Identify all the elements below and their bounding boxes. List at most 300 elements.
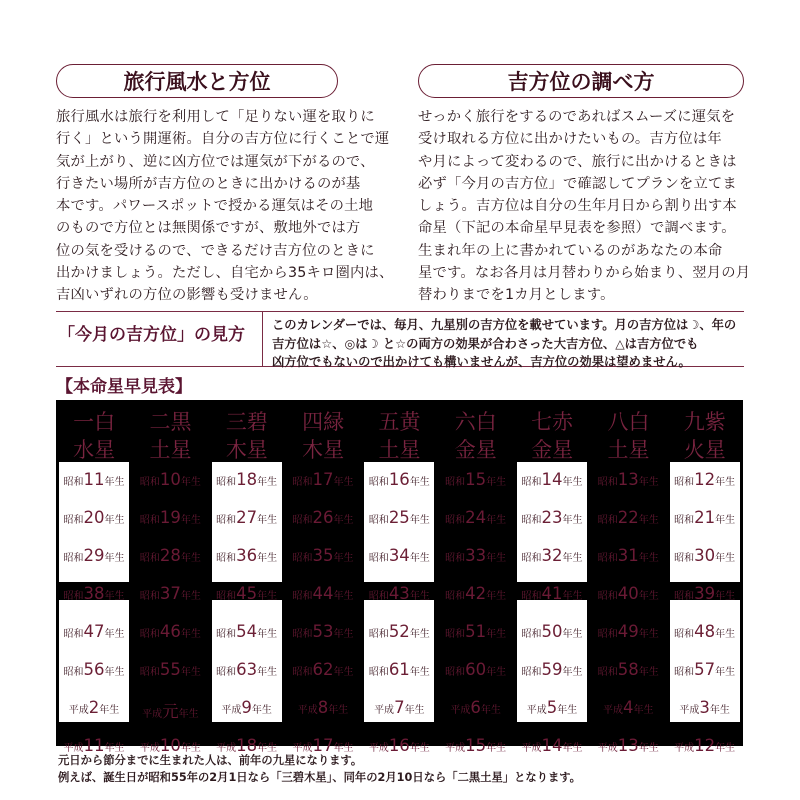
era-label: 昭和 [597, 515, 618, 526]
year-number: 7 [394, 698, 405, 717]
year-suffix: 年生 [333, 553, 354, 564]
era-label: 昭和 [368, 591, 389, 602]
star-header-bottom: 金星 [454, 438, 497, 462]
year-number: 35 [312, 546, 334, 565]
year-number: 23 [541, 508, 563, 527]
section1-line: 旅行風水は旅行を利用して「足りない運を取りに [56, 109, 375, 125]
era-label: 平成 [445, 743, 466, 754]
table-cell [441, 656, 511, 684]
year-suffix: 年生 [180, 629, 201, 640]
howto-line: 凶方位でもないので出かけても構いませんが、吉方位の効果は望めません。 [272, 355, 691, 369]
year-suffix: 年生 [409, 477, 430, 488]
table-cell [670, 466, 740, 494]
table-column [56, 400, 132, 755]
section1-line: 行く」という開運術。自分の吉方位に行くことで運 [56, 131, 390, 148]
star-header-bottom: 木星 [302, 438, 345, 462]
year-suffix: 年生 [180, 591, 201, 602]
era-label: 昭和 [63, 553, 84, 564]
era-label: 昭和 [597, 629, 618, 640]
era-label: 昭和 [521, 629, 542, 640]
year-number: 57 [694, 660, 716, 679]
year-suffix: 年生 [638, 591, 659, 602]
year-number: 56 [83, 660, 105, 679]
star-header-bottom: 土星 [378, 438, 421, 462]
era-label: 昭和 [521, 553, 542, 564]
year-suffix: 年生 [715, 515, 736, 526]
era-label: 昭和 [368, 515, 389, 526]
footnote-line: 元日から節分までに生まれた人は、前年の九星になります。 [58, 754, 363, 767]
era-label: 昭和 [674, 629, 695, 640]
year-suffix: 年生 [404, 705, 425, 716]
era-label: 昭和 [139, 629, 160, 640]
section2-line: 生まれ年の上に書かれているのがあなたの本命 [418, 242, 723, 259]
section1-line: 出かけましょう。ただし、自宅から35キロ圏内は、 [56, 265, 394, 282]
year-suffix: 年生 [638, 553, 659, 564]
era-label: 平成 [139, 743, 160, 754]
table-cell [288, 618, 358, 646]
year-suffix: 年生 [638, 743, 659, 754]
table-cell [364, 504, 434, 532]
era-label: 平成 [526, 705, 547, 716]
year-number: 15 [465, 470, 487, 489]
table-cell [517, 504, 587, 532]
table-cell [593, 542, 663, 570]
era-label: 昭和 [139, 553, 160, 564]
year-number: 47 [83, 622, 105, 641]
era-label: 昭和 [674, 667, 695, 678]
year-suffix: 年生 [104, 667, 125, 678]
year-suffix: 年生 [562, 477, 583, 488]
year-number: 36 [236, 546, 258, 565]
era-label: 平成 [603, 705, 624, 716]
era-label: 平成 [297, 705, 318, 716]
table-cell [517, 580, 587, 608]
table-cell [670, 580, 740, 608]
year-suffix: 年生 [180, 515, 201, 526]
year-suffix: 年生 [562, 743, 583, 754]
era-label: 昭和 [216, 515, 237, 526]
year-suffix: 年生 [178, 709, 199, 720]
era-label: 平成 [221, 705, 242, 716]
year-number: 63 [236, 660, 258, 679]
honmeisei-table [56, 400, 743, 755]
year-suffix: 年生 [409, 629, 430, 640]
year-number: 37 [159, 584, 181, 603]
section1-line: 気が上がり、逆に凶方位では運気が下がるので、 [56, 153, 375, 170]
table-cell [59, 694, 129, 722]
year-suffix: 年生 [104, 477, 125, 488]
year-suffix: 年生 [257, 629, 278, 640]
era-label: 昭和 [216, 553, 237, 564]
table-cell [593, 504, 663, 532]
table-cell [212, 542, 282, 570]
table-cell [135, 618, 205, 646]
year-suffix: 年生 [562, 515, 583, 526]
table-cell [670, 732, 740, 760]
era-label: 昭和 [139, 515, 160, 526]
era-label: 昭和 [63, 477, 84, 488]
year-number: 30 [694, 546, 716, 565]
year-number: 61 [388, 660, 410, 679]
year-number: 8 [317, 698, 329, 717]
table-cell [135, 656, 205, 684]
table-cell [212, 580, 282, 608]
year-suffix: 年生 [104, 591, 125, 602]
year-number: 10 [159, 736, 181, 755]
star-header-bottom: 金星 [531, 438, 574, 462]
year-number: 16 [388, 736, 410, 755]
year-suffix: 年生 [104, 553, 125, 564]
year-number: 元 [162, 702, 179, 721]
era-label: 昭和 [597, 553, 618, 564]
year-suffix: 年生 [638, 667, 659, 678]
table-cell [288, 694, 358, 722]
era-label: 昭和 [216, 477, 237, 488]
star-header-bottom: 土星 [149, 438, 192, 462]
era-label: 昭和 [292, 591, 313, 602]
year-number: 31 [617, 546, 639, 565]
year-number: 10 [159, 470, 181, 489]
year-suffix: 年生 [104, 629, 125, 640]
era-label: 昭和 [292, 515, 313, 526]
section1-line: 本です。パワースポットで授かる運気はその土地 [56, 198, 374, 215]
era-label: 昭和 [292, 667, 313, 678]
year-suffix: 年生 [486, 553, 507, 564]
year-number: 42 [465, 584, 487, 603]
year-suffix: 年生 [709, 705, 730, 716]
era-label: 昭和 [674, 477, 695, 488]
year-suffix: 年生 [257, 553, 278, 564]
year-suffix: 年生 [409, 667, 430, 678]
table-cell [212, 694, 282, 722]
year-suffix: 年生 [480, 705, 501, 716]
year-suffix: 年生 [333, 477, 354, 488]
star-header-bottom: 土星 [607, 438, 650, 462]
section2-title-text: 吉方位の調べ方 [507, 69, 655, 94]
table-cell [441, 580, 511, 608]
year-number: 14 [541, 470, 563, 489]
year-suffix: 年生 [333, 591, 354, 602]
table-column [514, 400, 590, 755]
star-header-bottom: 木星 [225, 438, 268, 462]
era-label: 昭和 [368, 477, 389, 488]
table-cell [59, 466, 129, 494]
era-label: 昭和 [63, 591, 84, 602]
star-header-bottom: 水星 [73, 438, 116, 462]
year-number: 6 [470, 698, 481, 717]
year-number: 24 [465, 508, 487, 527]
year-number: 2 [88, 698, 100, 717]
year-number: 44 [312, 584, 334, 603]
table-cell [517, 618, 587, 646]
year-suffix: 年生 [715, 591, 736, 602]
white-band [517, 600, 587, 700]
table-cell [517, 694, 587, 722]
divider-top [56, 311, 744, 312]
year-number: 13 [617, 470, 639, 489]
era-label: 平成 [63, 743, 84, 754]
year-number: 55 [159, 660, 181, 679]
table-cell [517, 542, 587, 570]
table-cell [288, 542, 358, 570]
era-label: 昭和 [597, 477, 618, 488]
year-suffix: 年生 [180, 667, 201, 678]
era-label: 平成 [292, 743, 313, 754]
section2-line: 受け取れる方位に出かけたいもの。吉方位は年 [418, 131, 722, 148]
table-cell [364, 466, 434, 494]
section1-line: 行きたい場所が吉方位のときに出かけるのが基 [56, 175, 361, 192]
howto-title: 「今月の吉方位」の見方 [58, 325, 245, 345]
table-cell [59, 542, 129, 570]
table-cell [288, 656, 358, 684]
year-suffix: 年生 [409, 515, 430, 526]
year-suffix: 年生 [409, 591, 430, 602]
year-suffix: 年生 [638, 515, 659, 526]
year-number: 11 [83, 736, 105, 755]
table-column [438, 400, 514, 755]
section1-title-text: 旅行風水と方位 [123, 69, 271, 94]
year-number: 22 [617, 508, 639, 527]
table-cell [212, 466, 282, 494]
year-suffix: 年生 [486, 629, 507, 640]
era-label: 昭和 [521, 667, 542, 678]
era-label: 昭和 [674, 553, 695, 564]
era-label: 昭和 [445, 629, 466, 640]
year-suffix: 年生 [557, 705, 578, 716]
year-number: 49 [617, 622, 639, 641]
table-cell [135, 580, 205, 608]
year-number: 33 [465, 546, 487, 565]
era-label: 平成 [450, 705, 471, 716]
era-label: 昭和 [445, 477, 466, 488]
year-number: 28 [159, 546, 181, 565]
table-cell [670, 694, 740, 722]
year-number: 13 [617, 736, 639, 755]
section1-line: 吉凶いずれの方位の影響も受けません。 [56, 287, 318, 304]
table-cell [212, 504, 282, 532]
year-number: 32 [541, 546, 563, 565]
era-label: 昭和 [368, 667, 389, 678]
table-cell [593, 694, 663, 722]
howto-body [272, 316, 736, 372]
table-cell [59, 656, 129, 684]
table-cell [59, 504, 129, 532]
era-label: 昭和 [597, 591, 618, 602]
year-number: 58 [617, 660, 639, 679]
footnote-line: 例えば、誕生日が昭和55年の2月1日なら「三碧木星」、同年の2月10日なら「二黒土星」となります。 [58, 771, 581, 784]
year-suffix: 年生 [333, 515, 354, 526]
year-suffix: 年生 [257, 591, 278, 602]
year-suffix: 年生 [638, 477, 659, 488]
table-cell [212, 656, 282, 684]
table-cell [670, 504, 740, 532]
year-suffix: 年生 [486, 515, 507, 526]
year-suffix: 年生 [257, 743, 278, 754]
year-number: 12 [694, 736, 716, 755]
year-number: 16 [388, 470, 410, 489]
year-suffix: 年生 [486, 591, 507, 602]
year-number: 18 [236, 470, 258, 489]
era-label: 昭和 [521, 477, 542, 488]
year-suffix: 年生 [562, 553, 583, 564]
era-label: 昭和 [292, 477, 313, 488]
table-cell [441, 542, 511, 570]
year-suffix: 年生 [257, 477, 278, 488]
table-cell [59, 580, 129, 608]
year-number: 25 [388, 508, 410, 527]
year-number: 34 [388, 546, 410, 565]
year-number: 43 [388, 584, 410, 603]
section2-line: や月によって変わるので、旅行に出かけるときは [418, 153, 737, 170]
year-suffix: 年生 [257, 515, 278, 526]
table-cell [593, 580, 663, 608]
table-cell [364, 656, 434, 684]
year-number: 40 [617, 584, 639, 603]
table-cell [441, 466, 511, 494]
year-number: 62 [312, 660, 334, 679]
year-suffix: 年生 [715, 743, 736, 754]
year-suffix: 年生 [715, 553, 736, 564]
star-header-top: 六白 [454, 410, 497, 434]
era-label: 昭和 [674, 591, 695, 602]
year-suffix: 年生 [328, 705, 349, 716]
table-cell [441, 504, 511, 532]
table-cell [670, 656, 740, 684]
era-label: 平成 [679, 705, 700, 716]
era-label: 昭和 [521, 515, 542, 526]
star-header-bottom: 火星 [683, 438, 726, 462]
section2-line: 命星（下記の本命星早見表を参照）で調べます。 [418, 220, 736, 237]
era-label: 平成 [674, 743, 695, 754]
era-label: 昭和 [216, 591, 237, 602]
year-number: 51 [465, 622, 487, 641]
year-suffix: 年生 [180, 743, 201, 754]
era-label: 昭和 [521, 591, 542, 602]
year-suffix: 年生 [333, 629, 354, 640]
era-label: 平成 [142, 709, 163, 720]
era-label: 昭和 [63, 667, 84, 678]
section2-line: 替わりまでを1カ月とします。 [418, 287, 615, 304]
year-suffix: 年生 [409, 553, 430, 564]
year-suffix: 年生 [409, 743, 430, 754]
table-column [667, 400, 743, 755]
year-number: 20 [83, 508, 105, 527]
howto-line: このカレンダーでは、毎月、九星別の吉方位を載せています。月の吉方位は☽、年の [272, 318, 737, 332]
section1-body [56, 106, 394, 307]
year-number: 29 [83, 546, 105, 565]
year-suffix: 年生 [333, 743, 354, 754]
era-label: 平成 [368, 743, 389, 754]
star-header-top: 九紫 [683, 410, 726, 434]
year-number: 11 [83, 470, 105, 489]
table-cell [441, 618, 511, 646]
year-suffix: 年生 [562, 667, 583, 678]
section2-line: 必ず「今月の吉方位」で確認してプランを立てま [418, 175, 737, 192]
star-header-top: 二黒 [149, 410, 192, 434]
year-suffix: 年生 [638, 629, 659, 640]
era-label: 平成 [68, 705, 89, 716]
year-suffix: 年生 [715, 667, 736, 678]
table-cell [364, 580, 434, 608]
year-suffix: 年生 [104, 515, 125, 526]
year-suffix: 年生 [562, 629, 583, 640]
year-suffix: 年生 [180, 553, 201, 564]
year-suffix: 年生 [715, 629, 736, 640]
year-suffix: 年生 [333, 667, 354, 678]
era-label: 昭和 [292, 553, 313, 564]
table-cell [364, 694, 434, 722]
era-label: 昭和 [674, 515, 695, 526]
year-suffix: 年生 [486, 743, 507, 754]
year-number: 39 [694, 584, 716, 603]
year-number: 50 [541, 622, 563, 641]
table-cell [135, 504, 205, 532]
era-label: 昭和 [597, 667, 618, 678]
star-header-top: 八白 [607, 410, 650, 434]
table-cell [288, 504, 358, 532]
table-column [285, 400, 361, 755]
year-number: 54 [236, 622, 258, 641]
section2-title [418, 64, 744, 98]
year-number: 19 [159, 508, 181, 527]
table-cell [364, 542, 434, 570]
year-number: 38 [83, 584, 105, 603]
divider-vertical [262, 312, 263, 366]
year-suffix: 年生 [99, 705, 120, 716]
era-label: 昭和 [445, 667, 466, 678]
era-label: 昭和 [139, 591, 160, 602]
year-suffix: 年生 [715, 477, 736, 488]
era-label: 昭和 [445, 591, 466, 602]
era-label: 昭和 [368, 629, 389, 640]
section1-line: のもので方位とは無関係ですが、敷地外では方 [56, 220, 361, 237]
year-suffix: 年生 [251, 705, 272, 716]
table-cell [670, 542, 740, 570]
year-number: 41 [541, 584, 563, 603]
table-column [361, 400, 437, 755]
year-number: 27 [236, 508, 258, 527]
year-number: 60 [465, 660, 487, 679]
year-suffix: 年生 [486, 667, 507, 678]
year-number: 5 [546, 698, 558, 717]
star-header-top: 一白 [73, 410, 116, 434]
era-label: 昭和 [139, 477, 160, 488]
table-cell [212, 618, 282, 646]
table-cell [135, 542, 205, 570]
table-cell [135, 694, 205, 722]
table-column [590, 400, 666, 755]
era-label: 昭和 [63, 515, 84, 526]
era-label: 昭和 [368, 553, 389, 564]
year-number: 3 [699, 698, 710, 717]
section1-line: 位の気を受けるので、できるだけ吉方位のときに [56, 242, 375, 259]
table-title: 【本命星早見表】 [56, 377, 192, 397]
year-number: 21 [694, 508, 716, 527]
star-header-top: 五黄 [378, 410, 421, 434]
star-header-top: 七赤 [531, 410, 574, 434]
table-cell [364, 618, 434, 646]
star-header-top: 四緑 [302, 410, 345, 434]
table-cell [441, 694, 511, 722]
table-cell [670, 618, 740, 646]
table-cell [593, 618, 663, 646]
era-label: 昭和 [216, 667, 237, 678]
year-suffix: 年生 [486, 477, 507, 488]
table-cell [288, 466, 358, 494]
star-header-top: 三碧 [225, 410, 268, 434]
year-number: 12 [694, 470, 716, 489]
table-cell [593, 656, 663, 684]
